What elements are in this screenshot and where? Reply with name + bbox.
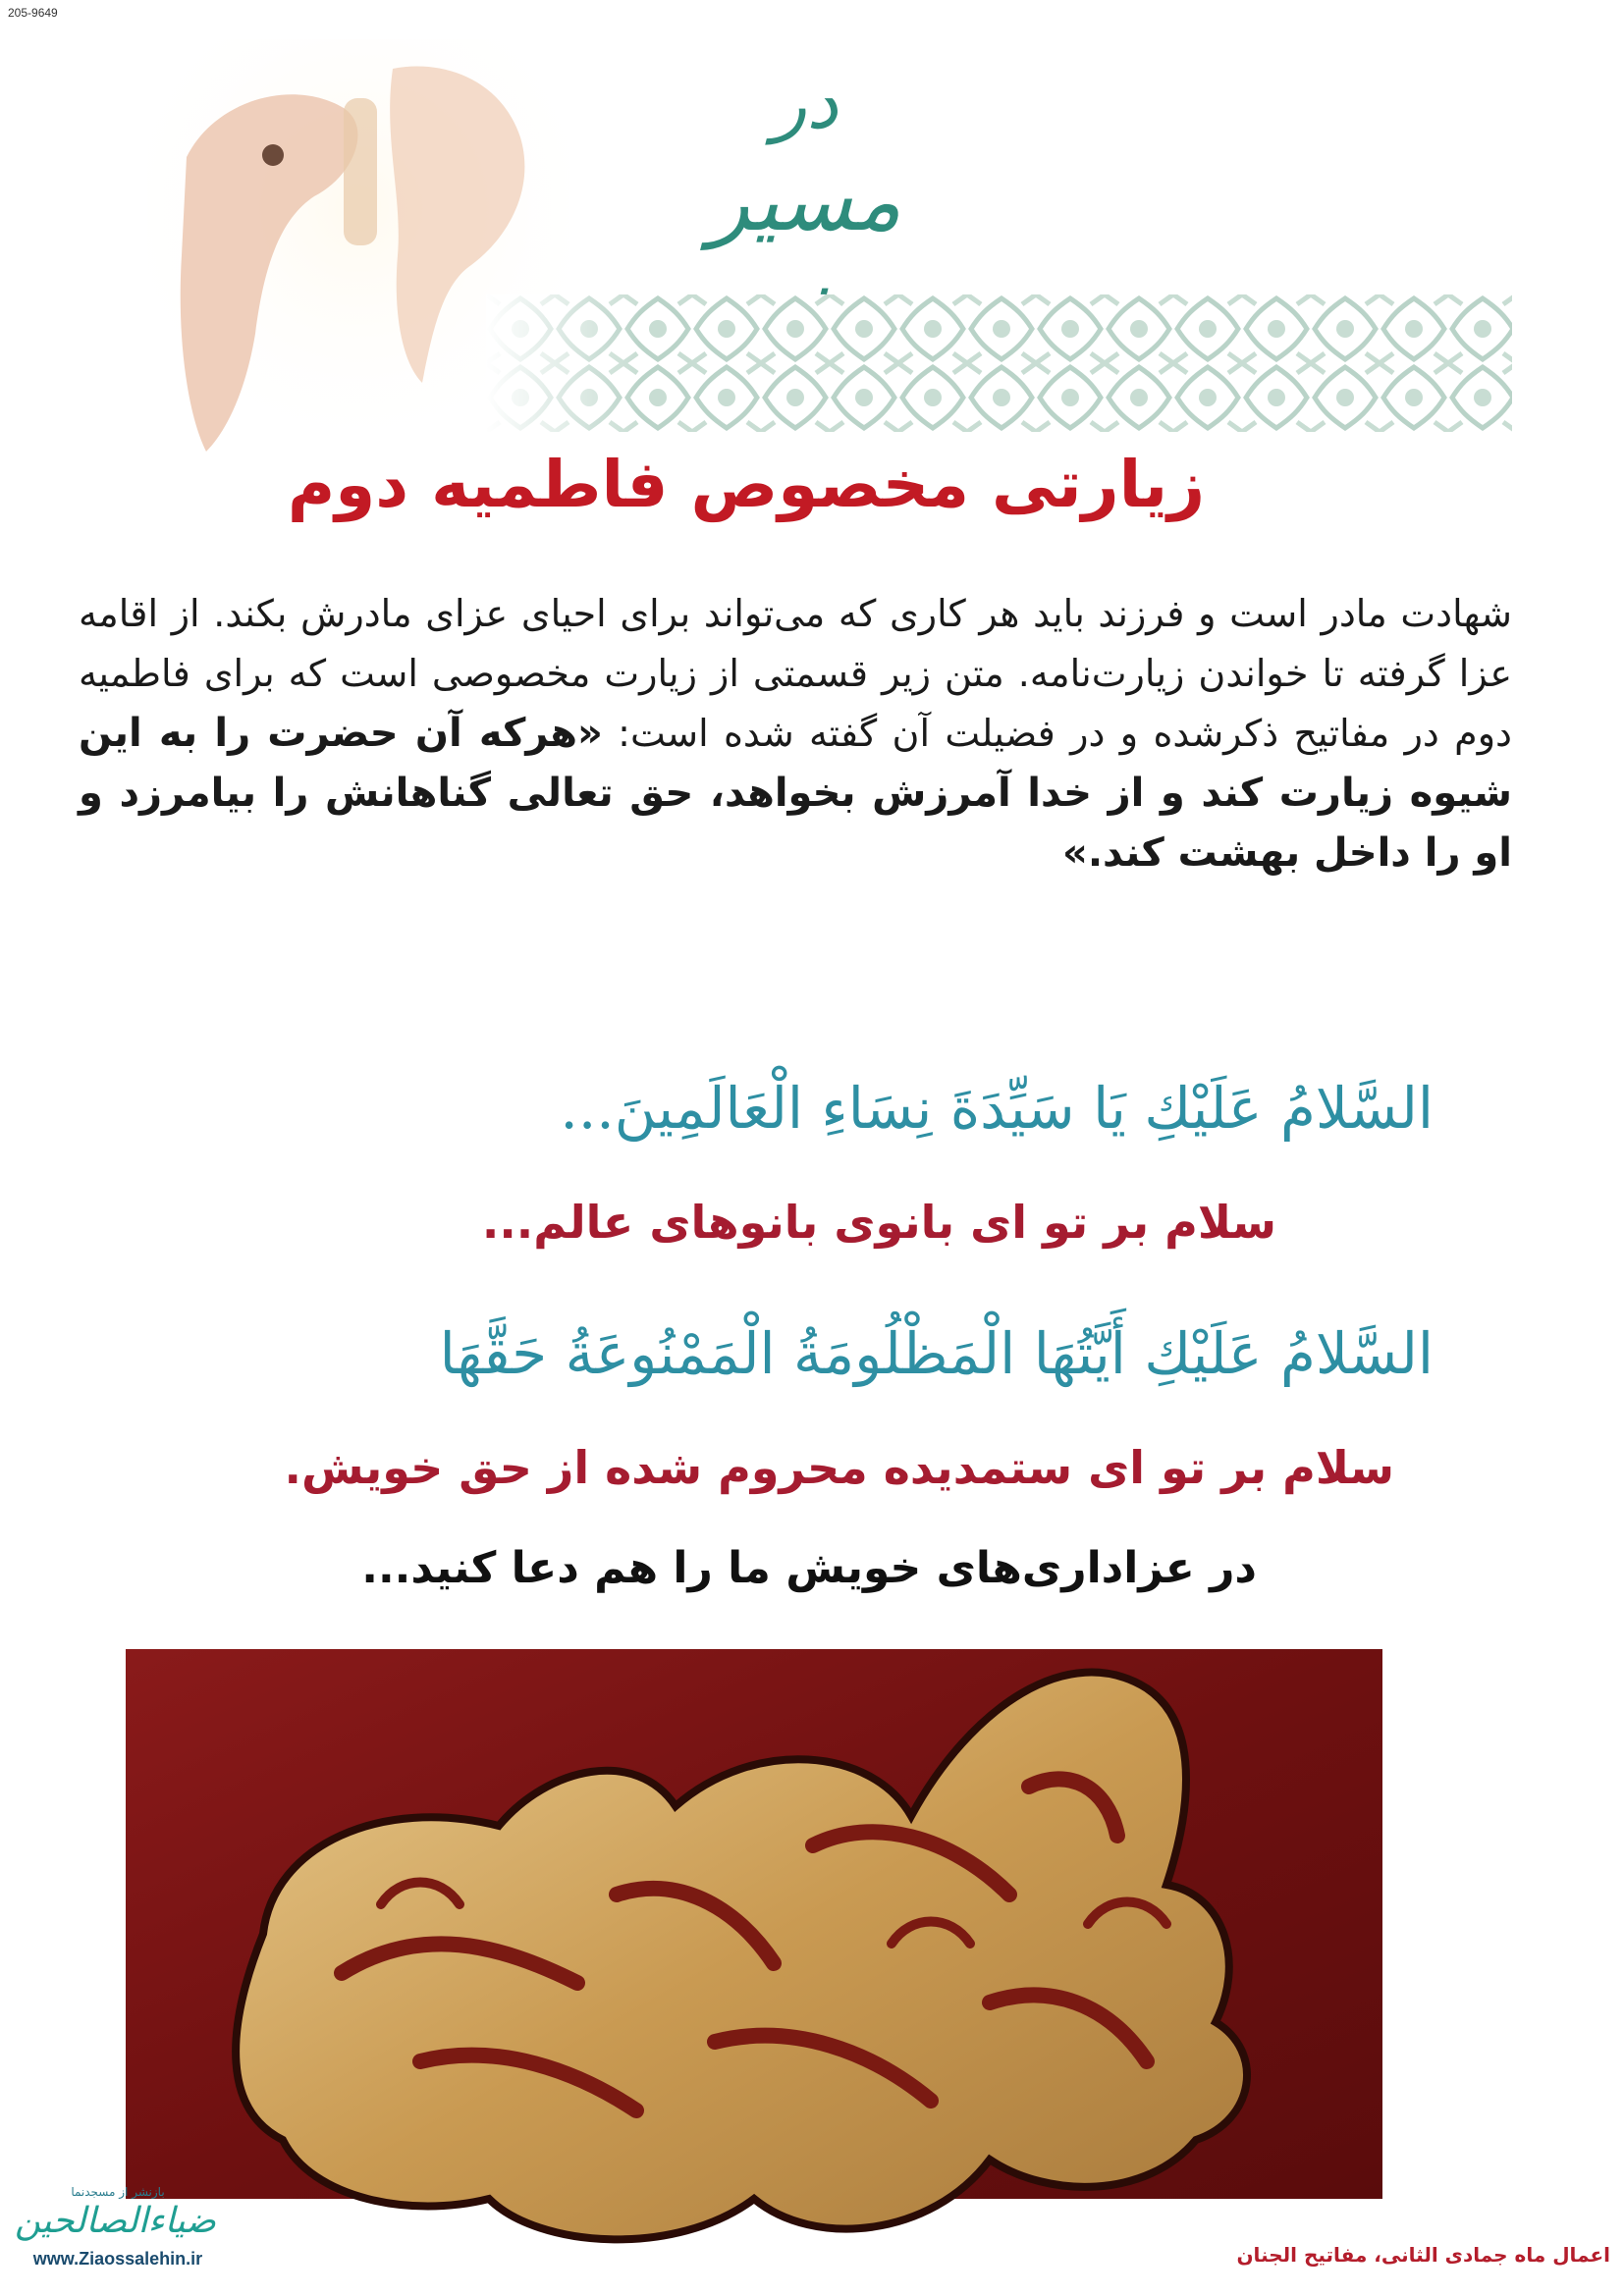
salutation1-persian: سلام بر تو ای بانوی بانوهای عالم... [481,1196,1276,1249]
calligraphy-banner-art [126,1649,1461,2268]
header-title-line1: در [772,62,839,144]
salutation2-persian: سلام بر تو ای ستمدیده محروم شده از حق خویش. [284,1441,1394,1494]
header-title [589,59,1021,285]
tile-pattern-band [486,294,1512,432]
source-citation: اعمال ماه جمادی الثانی، مفاتیح الجنان [1236,2243,1610,2267]
closing-line: در عزاداری‌های خویش ما را هم دعا کنید... [361,1543,1257,1593]
logo-tagline: بازنشر از مسجدنما [71,2185,165,2199]
document-code: 205-9649 [8,6,58,20]
salutation2-arabic: السَّلامُ عَلَيْكِ أَيَّتُهَا الْمَظْلُومَةُ الْمَمْنُوعَةُ حَقَّهَا [439,1320,1434,1387]
header-title-line2: مسیر [708,152,902,250]
intro-paragraph [79,584,1512,883]
salutation1-arabic: السَّلامُ عَلَيْكِ يَا سَيِّدَةَ نِسَاءِ الْعَالَمِينَ... [560,1075,1434,1142]
logo-name: ضیاءالصالحین [15,2201,216,2241]
intro-plain-text: شهادت مادر است و فرزند باید هر کاری که می‌تواند برای احیای عزای مادرش بکند. از اقامه عزا گرفته تا خواندن زیارت‌نامه. متن زیر قسمتی از زیارت مخصوصی است که برای فاطمیه دوم در مفاتیح ذکرشده و در فضیلت آن گفته شده است: [79,592,1512,755]
main-title: زیارتی مخصوص فاطمیه دوم [287,447,1206,522]
calligraphy-banner [126,1649,1461,2268]
logo-url[interactable]: www.Ziaossalehin.ir [32,2249,203,2269]
site-logo [15,2184,216,2282]
intro-bold-quote: «هرکه آن حضرت را به این شیوه زیارت کند و از خدا آمرزش بخواهد، حق تعالی گناهانش را بیامرزد و او را داخل بهشت کند.» [79,711,1512,876]
